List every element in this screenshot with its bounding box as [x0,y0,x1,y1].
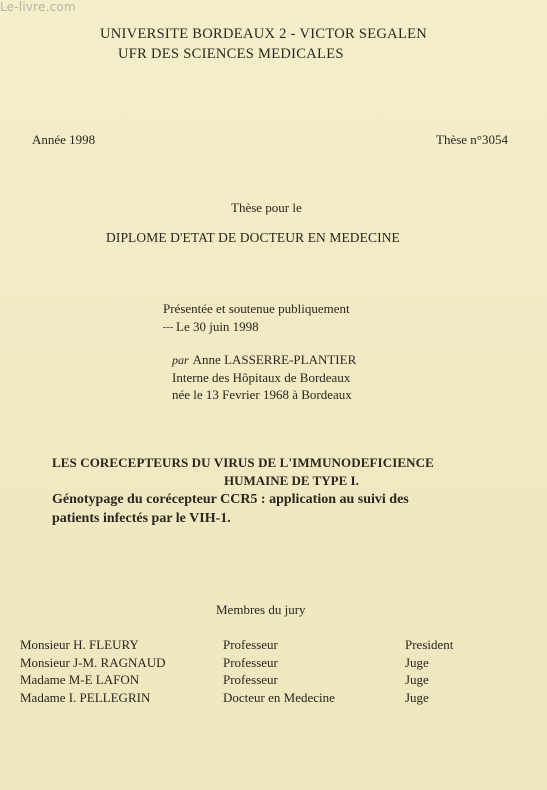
jury-member-role: Juge [405,672,429,687]
academic-year: Année 1998 [32,132,96,147]
jury-member-role: Juge [405,655,429,670]
jury-member-role: President [405,637,454,652]
jury-member-name: Madame M-E LAFON [20,672,140,687]
decorative-dash [163,327,173,328]
thesis-for: Thèse pour le [231,200,302,215]
faculty-name: UFR DES SCIENCES MEDICALES [118,46,344,62]
thesis-title-line-1: LES CORECEPTEURS DU VIRUS DE L'IMMUNODEFICIENCE [52,455,434,470]
jury-member-title: Professeur [223,637,278,652]
jury-member-title: Professeur [223,655,278,670]
thesis-subtitle-line-1: Génotypage du corécepteur CCR5 : application au suivi des [52,492,409,507]
degree-name: DIPLOME D'ETAT DE DOCTEUR EN MEDECINE [106,230,400,245]
jury-row [0,637,547,655]
jury-member-name: Monsieur J-M. RAGNAUD [20,655,166,670]
jury-member-name: Monsieur H. FLEURY [20,637,139,652]
jury-heading: Membres du jury [216,602,306,617]
jury-row [0,690,547,708]
thesis-number: Thèse n°3054 [436,132,508,147]
jury-row [0,672,547,690]
watermark: Le-livre.com [0,0,76,14]
university-name: UNIVERSITE BORDEAUX 2 - VICTOR SEGALEN [100,26,428,42]
author-line [172,352,356,368]
jury-member-title: Professeur [223,672,278,687]
presentation-line: Présentée et soutenue publiquement [163,301,350,316]
jury-row [0,655,547,673]
author-prefix: par [172,353,189,367]
thesis-subtitle-line-2: patients infectés par le VIH-1. [52,511,231,526]
defense-date: Le 30 juin 1998 [176,319,259,334]
jury-member-name: Madame I. PELLEGRIN [20,690,151,705]
jury-member-title: Docteur en Medecine [223,690,335,705]
author-name: Anne LASSERRE-PLANTIER [192,352,357,367]
author-position: Interne des Hôpitaux de Bordeaux [172,370,351,385]
jury-member-role: Juge [405,690,429,705]
author-birth: née le 13 Fevrier 1968 à Bordeaux [172,387,352,402]
thesis-title-line-2: HUMAINE DE TYPE I. [224,473,359,488]
